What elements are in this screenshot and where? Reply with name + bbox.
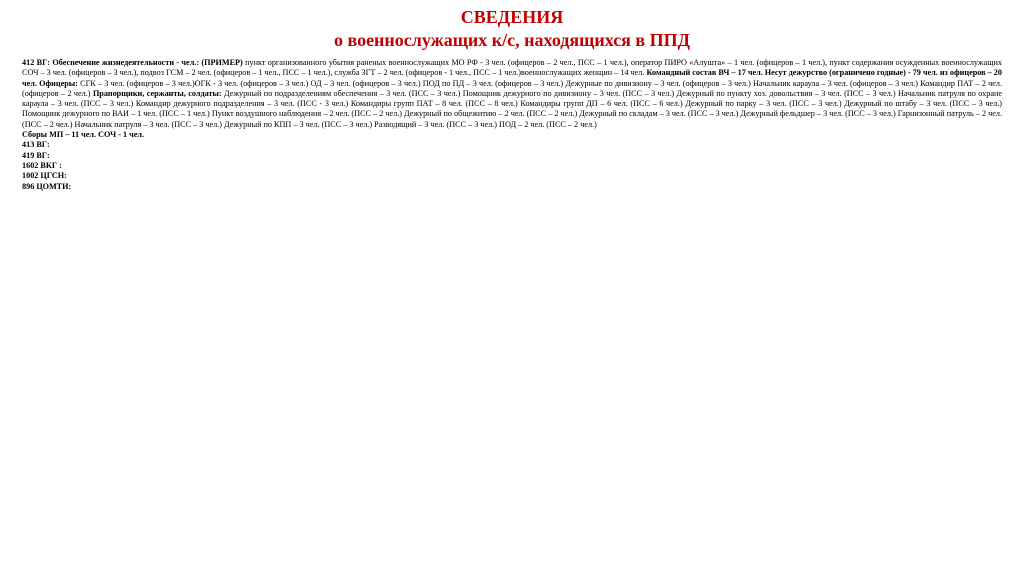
paragraph-lead-bold: 412 ВГ: Обеспечение жизнедеятельности - чел.: (ПРИМЕР) xyxy=(22,58,243,67)
slide-title xyxy=(22,6,1002,52)
title-line-1: СВЕДЕНИЯ xyxy=(460,7,564,27)
paragraph-text-officers: СГК – 3 чел. (офицеров – 3 чел.)ОГК - 3 чел. (офицеров – 3 чел.) ОД – 3 чел. (офицеров – 3 чел.) ПОД по ПД – 3 чел. (офицеров – 3 чел.) Дежурные по дивизиону – 3 чел. (офицеров – 3 чел.) Начальник караула – 3 чел. (офицеров – 3 чел.) Командир ПАТ – 2 чел. (офицеров – 2 чел.) xyxy=(22,78,1003,98)
paragraph-bold-command: Командный состав ВЧ – 17 чел. Несут дежурство (ограничено годные) - 79 чел. из офицеров – 20 чел. Офицеры: xyxy=(22,68,1002,88)
line-419: 419 ВГ: xyxy=(22,150,50,160)
title-line-2: о военнослужащих к/с, находящихся в ППД xyxy=(333,30,691,50)
line-1602: 1602 ВКГ : xyxy=(22,160,62,170)
document-body xyxy=(22,58,1002,192)
paragraph-text-1: пункт организованного убытия раненых военнослужащих МО РФ - 3 чел. (офицеров – 2 чел., ПСС – 1 чел.), оператор ПИРО «Алушта» – 1 чел. (офицеров – 1 чел.), пункт содержания осужденных военнослужащих СОЧ – 3 чел. (офицеров – 3 чел.), подвоз ГСМ – 2 чел. (офицеров – 1 чел., ПСС – 1 чел.), служба ЗГТ – 2 чел. (офицеров - 1 чел., ПСС – 1 чел.)военнослужащих женщин – 14 чел. xyxy=(22,58,1002,78)
line-413: 413 ВГ: xyxy=(22,140,50,150)
paragraph-text-ranks: Дежурный по подразделениям обеспечения – 3 чел. (ПСС – 3 чел.) Помощник дежурного по дивизиону – 3 чел. (ПСС – 3 чел.) Дежурный по пункту хоз. довольствия – 3 чел. (ПСС – 3 чел.) Начальник патруля по охране караула – 3 чел. (ПСС – 3 чел.) Командир дежурного подразделения – 3 чел. (ПСС - 3 чел.) Командиры групп ПАТ – 8 чел. (ПСС – 8 чел.) Командиры групп ДП – 6 чел. (ПСС – 6 чел.) Дежурный по парку – 3 чел. (ПСС – 3 чел.) Дежурный по штабу – 3 чел. (ПСС – 3 чел.) Помощник дежурного по ВАИ – 1 чел. (ПСС – 1 чел.) Пункт воздушного наблюдения – 2 чел. (ПСС – 2 чел.) Дежурный по общежитию – 2 чел. (ПСС – 2 чел.) Дежурный по складам – 3 чел. (ПСС – 3 чел.) Дежурный фельдшер – 3 чел. (ПСС – 3 чел.) Гарнизонный патруль – 2 чел. (ПСС – 2 чел.) Начальник патруля – 3 чел. (ПСС – 3 чел.) Дежурный по КПП – 3 чел. (ПСС – 3 чел.) Разводящий – 3 чел. (ПСС – 3 чел.) ПОД – 2 чел. (ПСС – 2 чел.) xyxy=(22,88,1002,129)
line-896: 896 ЦОМТИ: xyxy=(22,181,72,191)
paragraph-bold-ranks: Прапорщики, сержанты, солдаты: xyxy=(92,88,222,98)
line-1002: 1002 ЦГСН: xyxy=(22,171,67,181)
main-paragraph xyxy=(22,58,1002,130)
line-sbory: Сборы МП – 11 чел. СОЧ - 1 чел. xyxy=(22,130,145,140)
